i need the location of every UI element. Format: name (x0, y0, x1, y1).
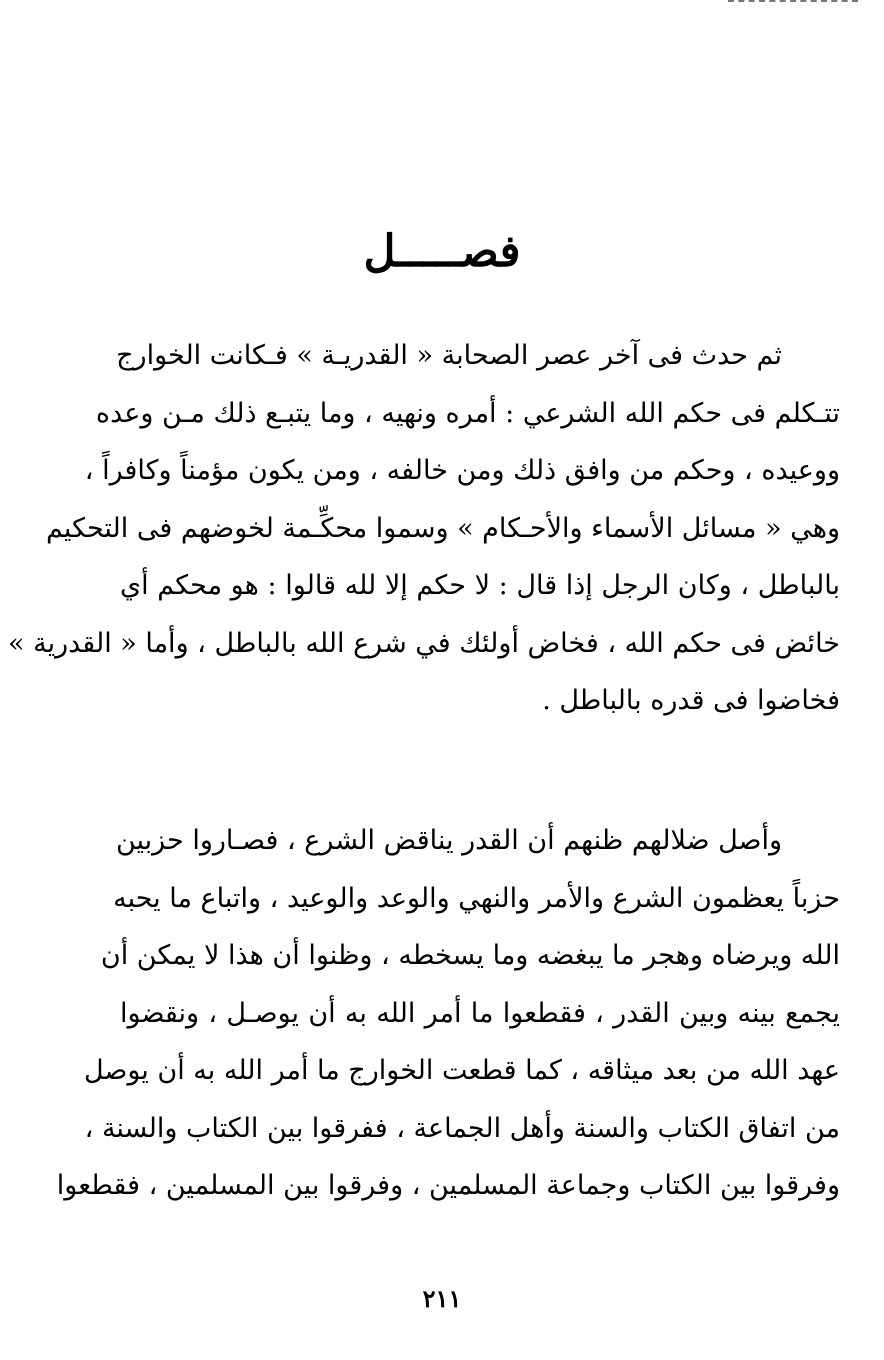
text-line: خائض فى حكم الله ، فخاض أولئك في شرع الله بالباطل ، وأما « القدرية » (8, 627, 840, 659)
text-line: وهي « مسائل الأسماء والأحـكام » وسموا محكِّـمة لخوضهم فى التحكيم (45, 512, 840, 544)
text-line: عهد الله من بعد ميثاقه ، كما قطعت الخوارج ما أمر الله به أن يوصل (83, 1055, 840, 1086)
text-line: بالباطل ، وكان الرجل إذا قال : لا حكم إلا لله قالوا : هو محكم أي (120, 570, 840, 601)
paragraph-2 (56, 812, 840, 1215)
text-line: تتـكلم فى حكم الله الشرعي : أمره ونهيه ، وما يتبـع ذلك مـن وعده (95, 397, 840, 429)
text-line: وأصل ضلالهم ظنهم أن القدر يناقض الشرع ، فصـاروا حزبين (115, 825, 782, 856)
section-heading: فصـــــل (363, 226, 521, 277)
paragraph-1 (8, 327, 840, 730)
text-line: فخاضوا فى قدره بالباطل . (542, 685, 840, 716)
page-edge-dashes (728, 0, 858, 8)
page-number: ٢١١ (422, 1284, 462, 1313)
text-line: ووعيده ، وحكم من وافق ذلك ومن خالفه ، ومن يكون مؤمناً وكافراً ، (84, 455, 840, 486)
text-line: الله ويرضاه وهجر ما يبغضه وما يسخطه ، وظنوا أن هذا لا يمكن أن (100, 940, 840, 971)
text-line: حزباً يعظمون الشرع والأمر والنهي والوعد والوعيد ، واتباع ما يحبه (113, 882, 840, 914)
text-line: يجمع بينه وبين القدر ، فقطعوا ما أمر الله به أن يوصـل ، ونقضوا (120, 997, 840, 1029)
text-line: ثم حدث فى آخر عصر الصحابة « القدريـة » فـكانت الخوارج (116, 340, 782, 371)
text-line: وفرقوا بين الكتاب وجماعة المسلمين ، وفرقوا بين المسلمين ، فقطعوا (56, 1170, 840, 1201)
text-line: من اتفاق الكتاب والسنة وأهل الجماعة ، ففرقوا بين الكتاب والسنة ، (84, 1112, 840, 1144)
